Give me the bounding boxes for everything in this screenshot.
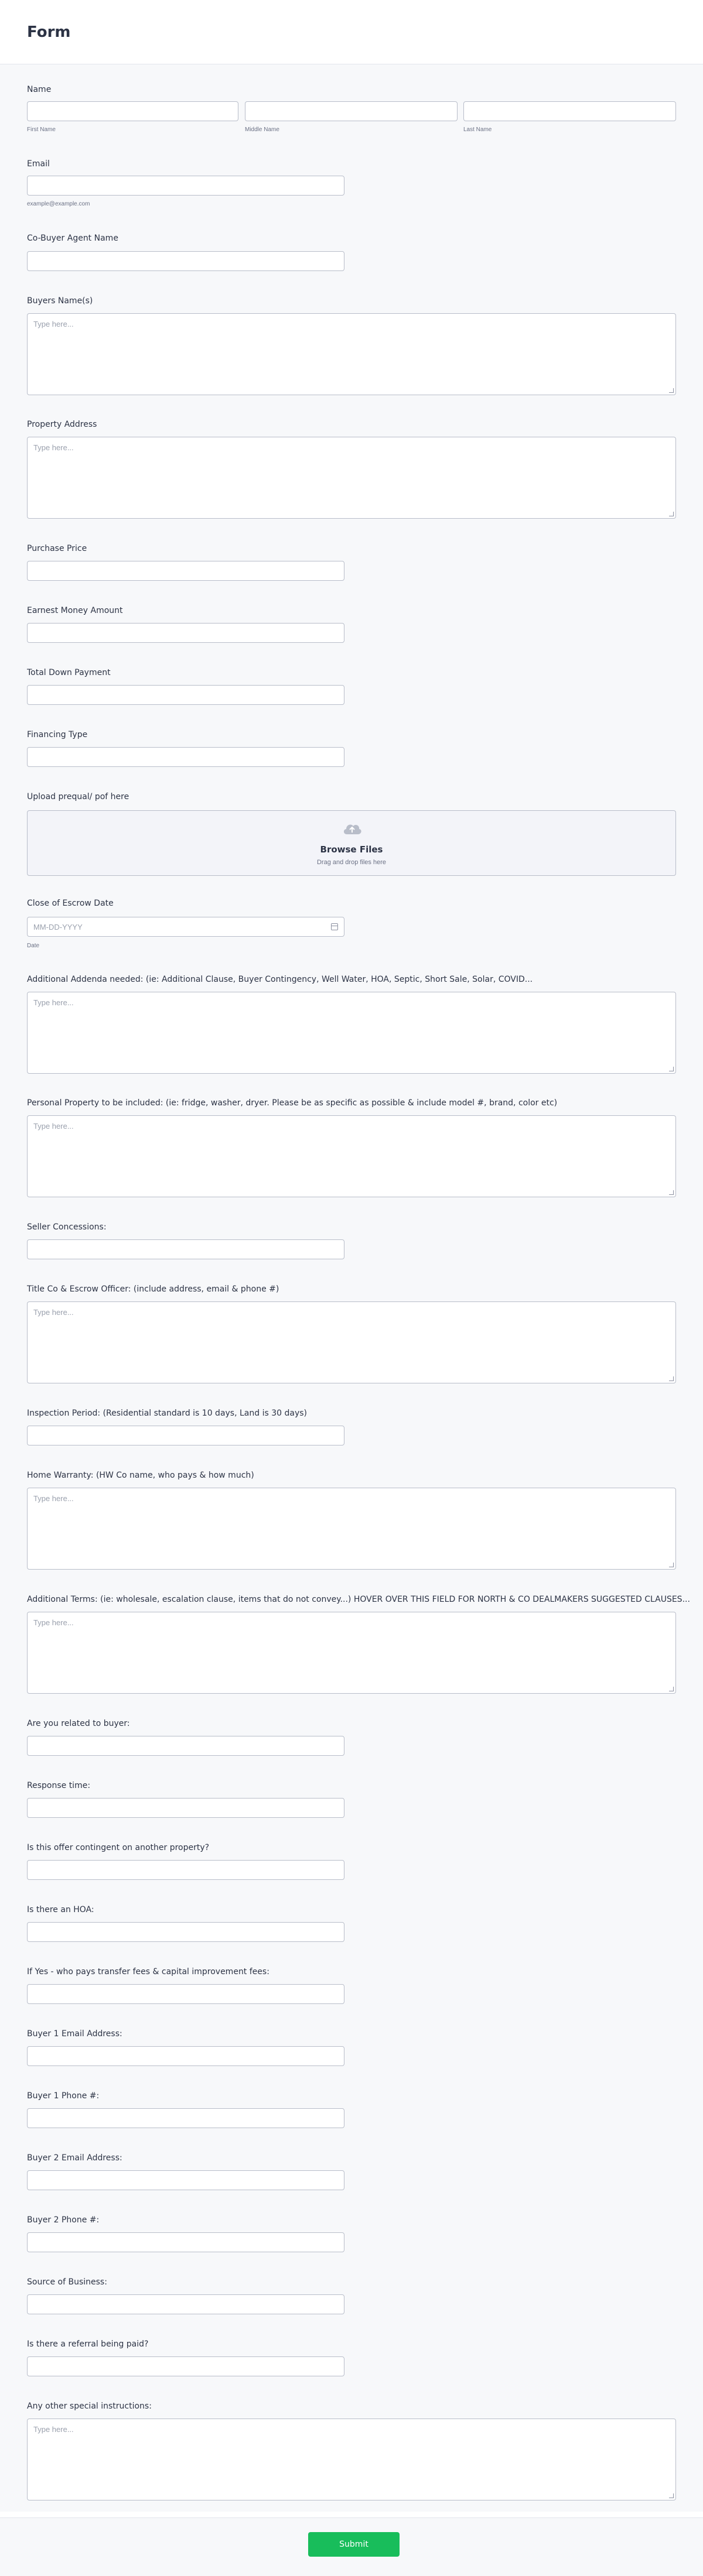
property-address-textarea[interactable] xyxy=(27,437,676,519)
additional-terms-placeholder: Type here... xyxy=(33,1618,74,1627)
seller-concessions-input[interactable] xyxy=(27,1239,344,1259)
name-label: Name xyxy=(27,85,52,94)
additional-terms-textarea[interactable] xyxy=(27,1612,676,1694)
earnest-money-label: Earnest Money Amount xyxy=(27,606,123,615)
referral-label: Is there a referral being paid? xyxy=(27,2339,149,2349)
additional-terms-label: Additional Terms: (ie: wholesale, escalation clause, items that do not convey...) HOVER OVER THIS FIELD FOR NORTH & CO DEALMAKERS SUGGESTED CLAUSES... xyxy=(27,1595,690,1604)
cloud-upload-icon xyxy=(342,821,362,835)
title-escrow-placeholder: Type here... xyxy=(33,1308,74,1317)
transfer-fees-input[interactable] xyxy=(27,1984,344,2004)
buyers-names-label: Buyers Name(s) xyxy=(27,296,93,306)
email-sublabel: example@example.com xyxy=(27,201,90,207)
resize-handle-icon[interactable] xyxy=(669,1687,674,1691)
resize-handle-icon[interactable] xyxy=(669,1376,674,1381)
title-escrow-textarea[interactable] xyxy=(27,1301,676,1383)
page-title: Form xyxy=(27,23,71,41)
purchase-price-label: Purchase Price xyxy=(27,544,87,553)
co-buyer-agent-input[interactable] xyxy=(27,251,344,271)
buyers-names-placeholder: Type here... xyxy=(33,320,74,328)
related-buyer-input[interactable] xyxy=(27,1736,344,1756)
property-address-label: Property Address xyxy=(27,420,97,429)
email-input[interactable] xyxy=(27,176,344,196)
calendar-icon[interactable] xyxy=(331,923,338,930)
special-instructions-placeholder: Type here... xyxy=(33,2425,74,2434)
last-name-sublabel: Last Name xyxy=(463,126,492,133)
close-escrow-date-input[interactable] xyxy=(27,917,344,937)
home-warranty-placeholder: Type here... xyxy=(33,1494,74,1503)
hoa-label: Is there an HOA: xyxy=(27,1905,94,1914)
buyer1-email-label: Buyer 1 Email Address: xyxy=(27,2029,122,2039)
form-header xyxy=(0,0,703,64)
resize-handle-icon[interactable] xyxy=(669,2493,674,2498)
upload-label: Upload prequal/ pof here xyxy=(27,792,129,801)
related-buyer-label: Are you related to buyer: xyxy=(27,1719,130,1728)
first-name-input[interactable] xyxy=(27,101,238,121)
source-business-label: Source of Business: xyxy=(27,2277,107,2287)
buyer2-phone-input[interactable] xyxy=(27,2232,344,2252)
resize-handle-icon[interactable] xyxy=(669,1067,674,1071)
co-buyer-agent-label: Co-Buyer Agent Name xyxy=(27,234,118,243)
buyer1-phone-label: Buyer 1 Phone #: xyxy=(27,2091,100,2101)
down-payment-label: Total Down Payment xyxy=(27,668,111,677)
drag-drop-subtitle: Drag and drop files here xyxy=(316,859,386,866)
first-name-sublabel: First Name xyxy=(27,126,56,133)
home-warranty-textarea[interactable] xyxy=(27,1488,676,1570)
buyers-names-textarea[interactable] xyxy=(27,313,676,395)
contingent-input[interactable] xyxy=(27,1860,344,1880)
submit-button[interactable]: Submit xyxy=(308,2532,400,2557)
contingent-label: Is this offer contingent on another property? xyxy=(27,1843,210,1852)
resize-handle-icon[interactable] xyxy=(669,1190,674,1195)
down-payment-input[interactable] xyxy=(27,685,344,705)
middle-name-sublabel: Middle Name xyxy=(245,126,279,133)
form-body xyxy=(0,64,703,2512)
buyer2-phone-label: Buyer 2 Phone #: xyxy=(27,2215,100,2225)
browse-files-title: Browse Files xyxy=(320,844,383,855)
response-time-input[interactable] xyxy=(27,1798,344,1818)
additional-addenda-placeholder: Type here... xyxy=(33,998,74,1007)
personal-property-placeholder: Type here... xyxy=(33,1122,74,1131)
middle-name-input[interactable] xyxy=(245,101,458,121)
response-time-label: Response time: xyxy=(27,1781,91,1790)
email-label: Email xyxy=(27,159,50,169)
title-escrow-label: Title Co & Escrow Officer: (include address, email & phone #) xyxy=(27,1284,279,1294)
personal-property-textarea[interactable] xyxy=(27,1115,676,1197)
personal-property-label: Personal Property to be included: (ie: fridge, washer, dryer. Please be as specific as possible & include model #, brand, color etc) xyxy=(27,1098,558,1108)
resize-handle-icon[interactable] xyxy=(669,1563,674,1567)
close-escrow-label: Close of Escrow Date xyxy=(27,899,114,908)
transfer-fees-label: If Yes - who pays transfer fees & capital improvement fees: xyxy=(27,1967,269,1976)
earnest-money-input[interactable] xyxy=(27,623,344,643)
inspection-period-input[interactable] xyxy=(27,1426,344,1445)
resize-handle-icon[interactable] xyxy=(669,388,674,393)
additional-addenda-label: Additional Addenda needed: (ie: Additional Clause, Buyer Contingency, Well Water, HOA, Septic, Short Sale, Solar, COVID... xyxy=(27,975,533,984)
source-business-input[interactable] xyxy=(27,2294,344,2314)
seller-concessions-label: Seller Concessions: xyxy=(27,1222,107,1232)
property-address-placeholder: Type here... xyxy=(33,443,74,452)
file-upload-dropzone[interactable] xyxy=(27,810,676,876)
last-name-input[interactable] xyxy=(463,101,676,121)
buyer2-email-label: Buyer 2 Email Address: xyxy=(27,2153,122,2163)
date-placeholder: MM-DD-YYYY xyxy=(33,923,83,931)
resize-handle-icon[interactable] xyxy=(669,512,674,516)
special-instructions-label: Any other special instructions: xyxy=(27,2402,152,2411)
financing-type-input[interactable] xyxy=(27,747,344,767)
buyer2-email-input[interactable] xyxy=(27,2170,344,2190)
special-instructions-textarea[interactable] xyxy=(27,2419,676,2500)
additional-addenda-textarea[interactable] xyxy=(27,992,676,1074)
financing-type-label: Financing Type xyxy=(27,730,88,739)
buyer1-email-input[interactable] xyxy=(27,2046,344,2066)
inspection-period-label: Inspection Period: (Residential standard is 10 days, Land is 30 days) xyxy=(27,1409,307,1418)
referral-input[interactable] xyxy=(27,2356,344,2376)
home-warranty-label: Home Warranty: (HW Co name, who pays & how much) xyxy=(27,1471,254,1480)
buyer1-phone-input[interactable] xyxy=(27,2108,344,2128)
hoa-input[interactable] xyxy=(27,1922,344,1942)
purchase-price-input[interactable] xyxy=(27,561,344,581)
date-sublabel: Date xyxy=(27,943,40,949)
